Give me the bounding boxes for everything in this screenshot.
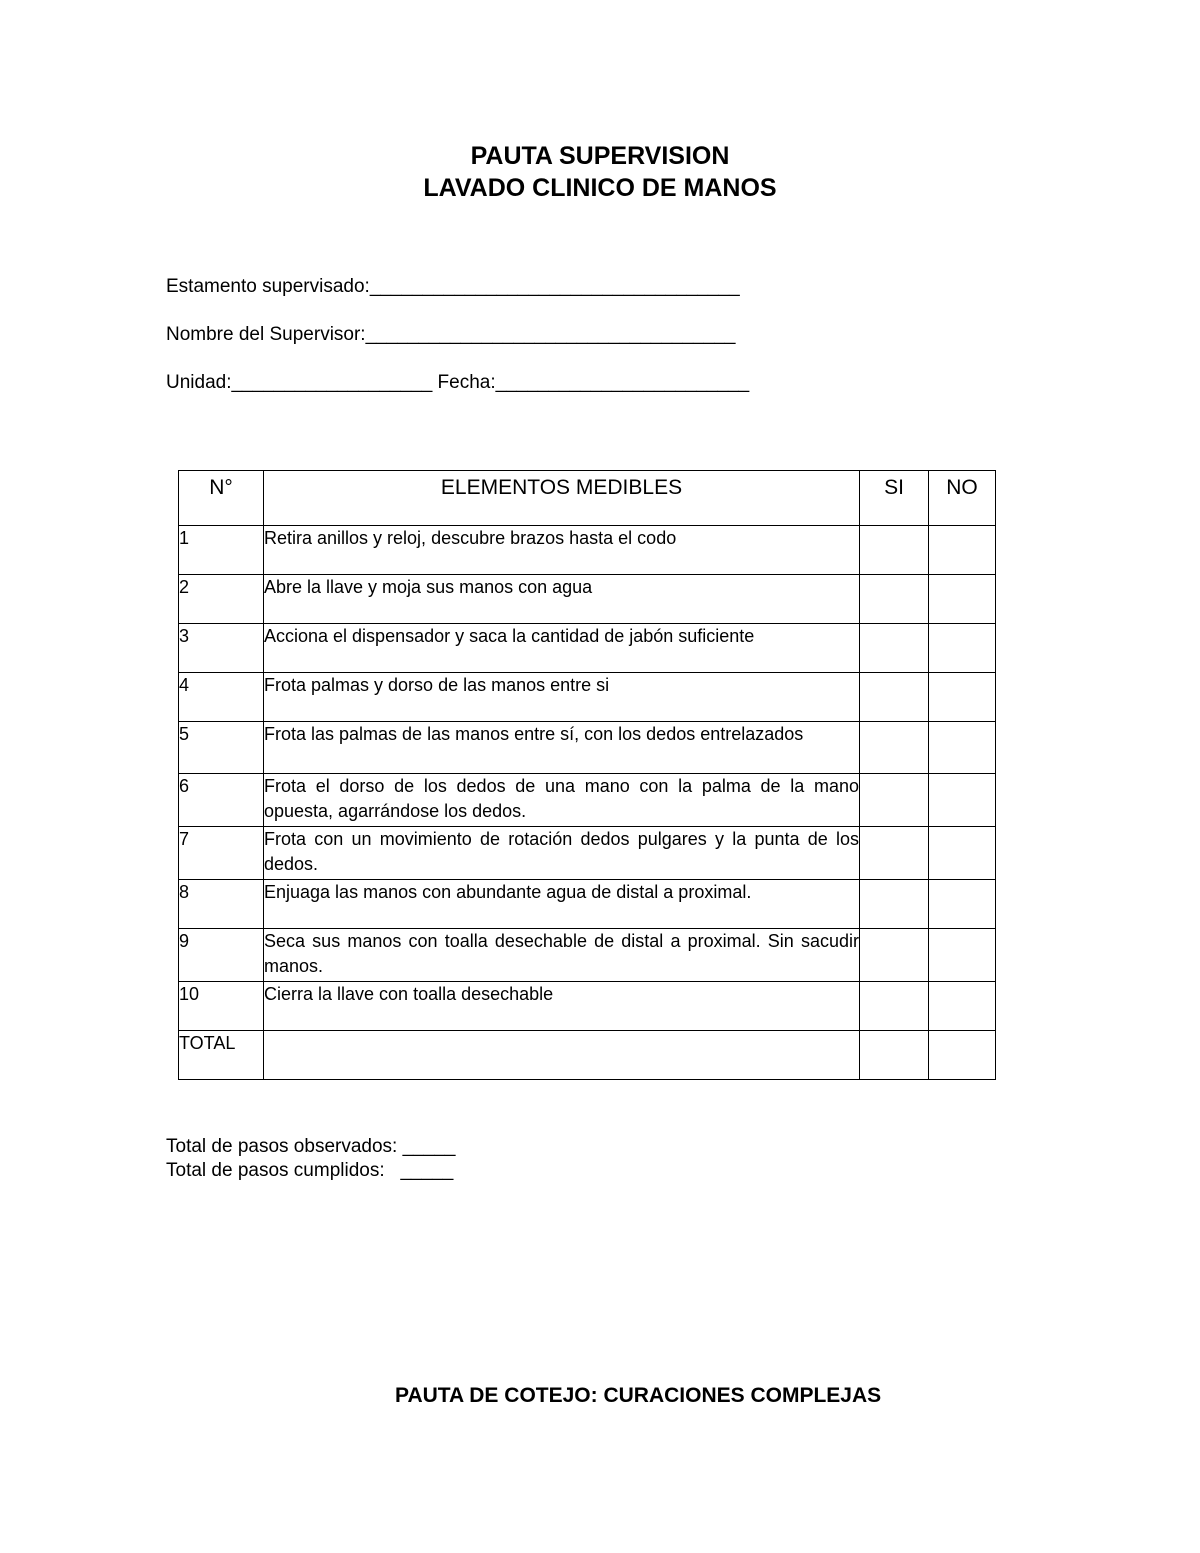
header-elementos: ELEMENTOS MEDIBLES bbox=[264, 471, 860, 526]
table-row bbox=[179, 929, 996, 982]
si-cell bbox=[860, 774, 929, 827]
row-element-text: Seca sus manos con toalla desechable de distal a proximal. Sin sacudir manos. bbox=[264, 929, 860, 982]
total-element-cell bbox=[264, 1031, 860, 1080]
table-total-row bbox=[179, 1031, 996, 1080]
table-row bbox=[179, 827, 996, 880]
row-number: 1 bbox=[179, 526, 264, 575]
estamento-field: Estamento supervisado:___________________________________ bbox=[166, 276, 740, 297]
si-cell bbox=[860, 722, 929, 774]
table-header-row bbox=[179, 471, 996, 526]
total-observados-line: Total de pasos observados: _____ bbox=[166, 1136, 456, 1157]
table-row bbox=[179, 624, 996, 673]
table-row bbox=[179, 722, 996, 774]
no-cell bbox=[929, 624, 996, 673]
si-cell bbox=[860, 982, 929, 1031]
row-element-text: Frota el dorso de los dedos de una mano con la palma de la mano opuesta, agarrándose los dedos. bbox=[264, 774, 860, 827]
no-cell bbox=[929, 673, 996, 722]
supervisor-field: Nombre del Supervisor:___________________________________ bbox=[166, 324, 736, 345]
header-no: NO bbox=[929, 471, 996, 526]
row-element-text: Frota las palmas de las manos entre sí, con los dedos entrelazados bbox=[264, 722, 860, 774]
row-element-text: Retira anillos y reloj, descubre brazos hasta el codo bbox=[264, 526, 860, 575]
si-cell bbox=[860, 929, 929, 982]
si-cell bbox=[860, 880, 929, 929]
row-number: 10 bbox=[179, 982, 264, 1031]
unidad-fecha-field: Unidad:___________________ Fecha:________________________ bbox=[166, 372, 750, 393]
row-element-text: Frota con un movimiento de rotación dedos pulgares y la punta de los dedos. bbox=[264, 827, 860, 880]
si-cell bbox=[860, 575, 929, 624]
total-cumplidos-line: Total de pasos cumplidos: _____ bbox=[166, 1160, 454, 1181]
row-number: 4 bbox=[179, 673, 264, 722]
total-no-cell bbox=[929, 1031, 996, 1080]
table-row bbox=[179, 673, 996, 722]
header-si: SI bbox=[860, 471, 929, 526]
si-cell bbox=[860, 624, 929, 673]
no-cell bbox=[929, 722, 996, 774]
row-number: 2 bbox=[179, 575, 264, 624]
no-cell bbox=[929, 827, 996, 880]
si-cell bbox=[860, 526, 929, 575]
no-cell bbox=[929, 880, 996, 929]
document-title-line-2: LAVADO CLINICO DE MANOS bbox=[423, 174, 777, 202]
header-num: N° bbox=[179, 471, 264, 526]
table-row bbox=[179, 880, 996, 929]
table-row bbox=[179, 982, 996, 1031]
document-title-line-1: PAUTA SUPERVISION bbox=[470, 142, 730, 170]
row-number: 7 bbox=[179, 827, 264, 880]
row-element-text: Abre la llave y moja sus manos con agua bbox=[264, 575, 860, 624]
row-number: 8 bbox=[179, 880, 264, 929]
row-number: 5 bbox=[179, 722, 264, 774]
no-cell bbox=[929, 929, 996, 982]
row-element-text: Frota palmas y dorso de las manos entre si bbox=[264, 673, 860, 722]
row-number: 9 bbox=[179, 929, 264, 982]
row-element-text: Enjuaga las manos con abundante agua de distal a proximal. bbox=[264, 880, 860, 929]
no-cell bbox=[929, 526, 996, 575]
total-si-cell bbox=[860, 1031, 929, 1080]
footer-title: PAUTA DE COTEJO: CURACIONES COMPLEJAS bbox=[395, 1384, 882, 1407]
total-label: TOTAL bbox=[179, 1031, 264, 1080]
row-number: 6 bbox=[179, 774, 264, 827]
checklist-table bbox=[178, 470, 996, 1080]
si-cell bbox=[860, 673, 929, 722]
table-row bbox=[179, 526, 996, 575]
row-element-text: Acciona el dispensador y saca la cantidad de jabón suficiente bbox=[264, 624, 860, 673]
si-cell bbox=[860, 827, 929, 880]
row-number: 3 bbox=[179, 624, 264, 673]
no-cell bbox=[929, 982, 996, 1031]
no-cell bbox=[929, 575, 996, 624]
table-row bbox=[179, 575, 996, 624]
row-element-text: Cierra la llave con toalla desechable bbox=[264, 982, 860, 1031]
table-row bbox=[179, 774, 996, 827]
no-cell bbox=[929, 774, 996, 827]
